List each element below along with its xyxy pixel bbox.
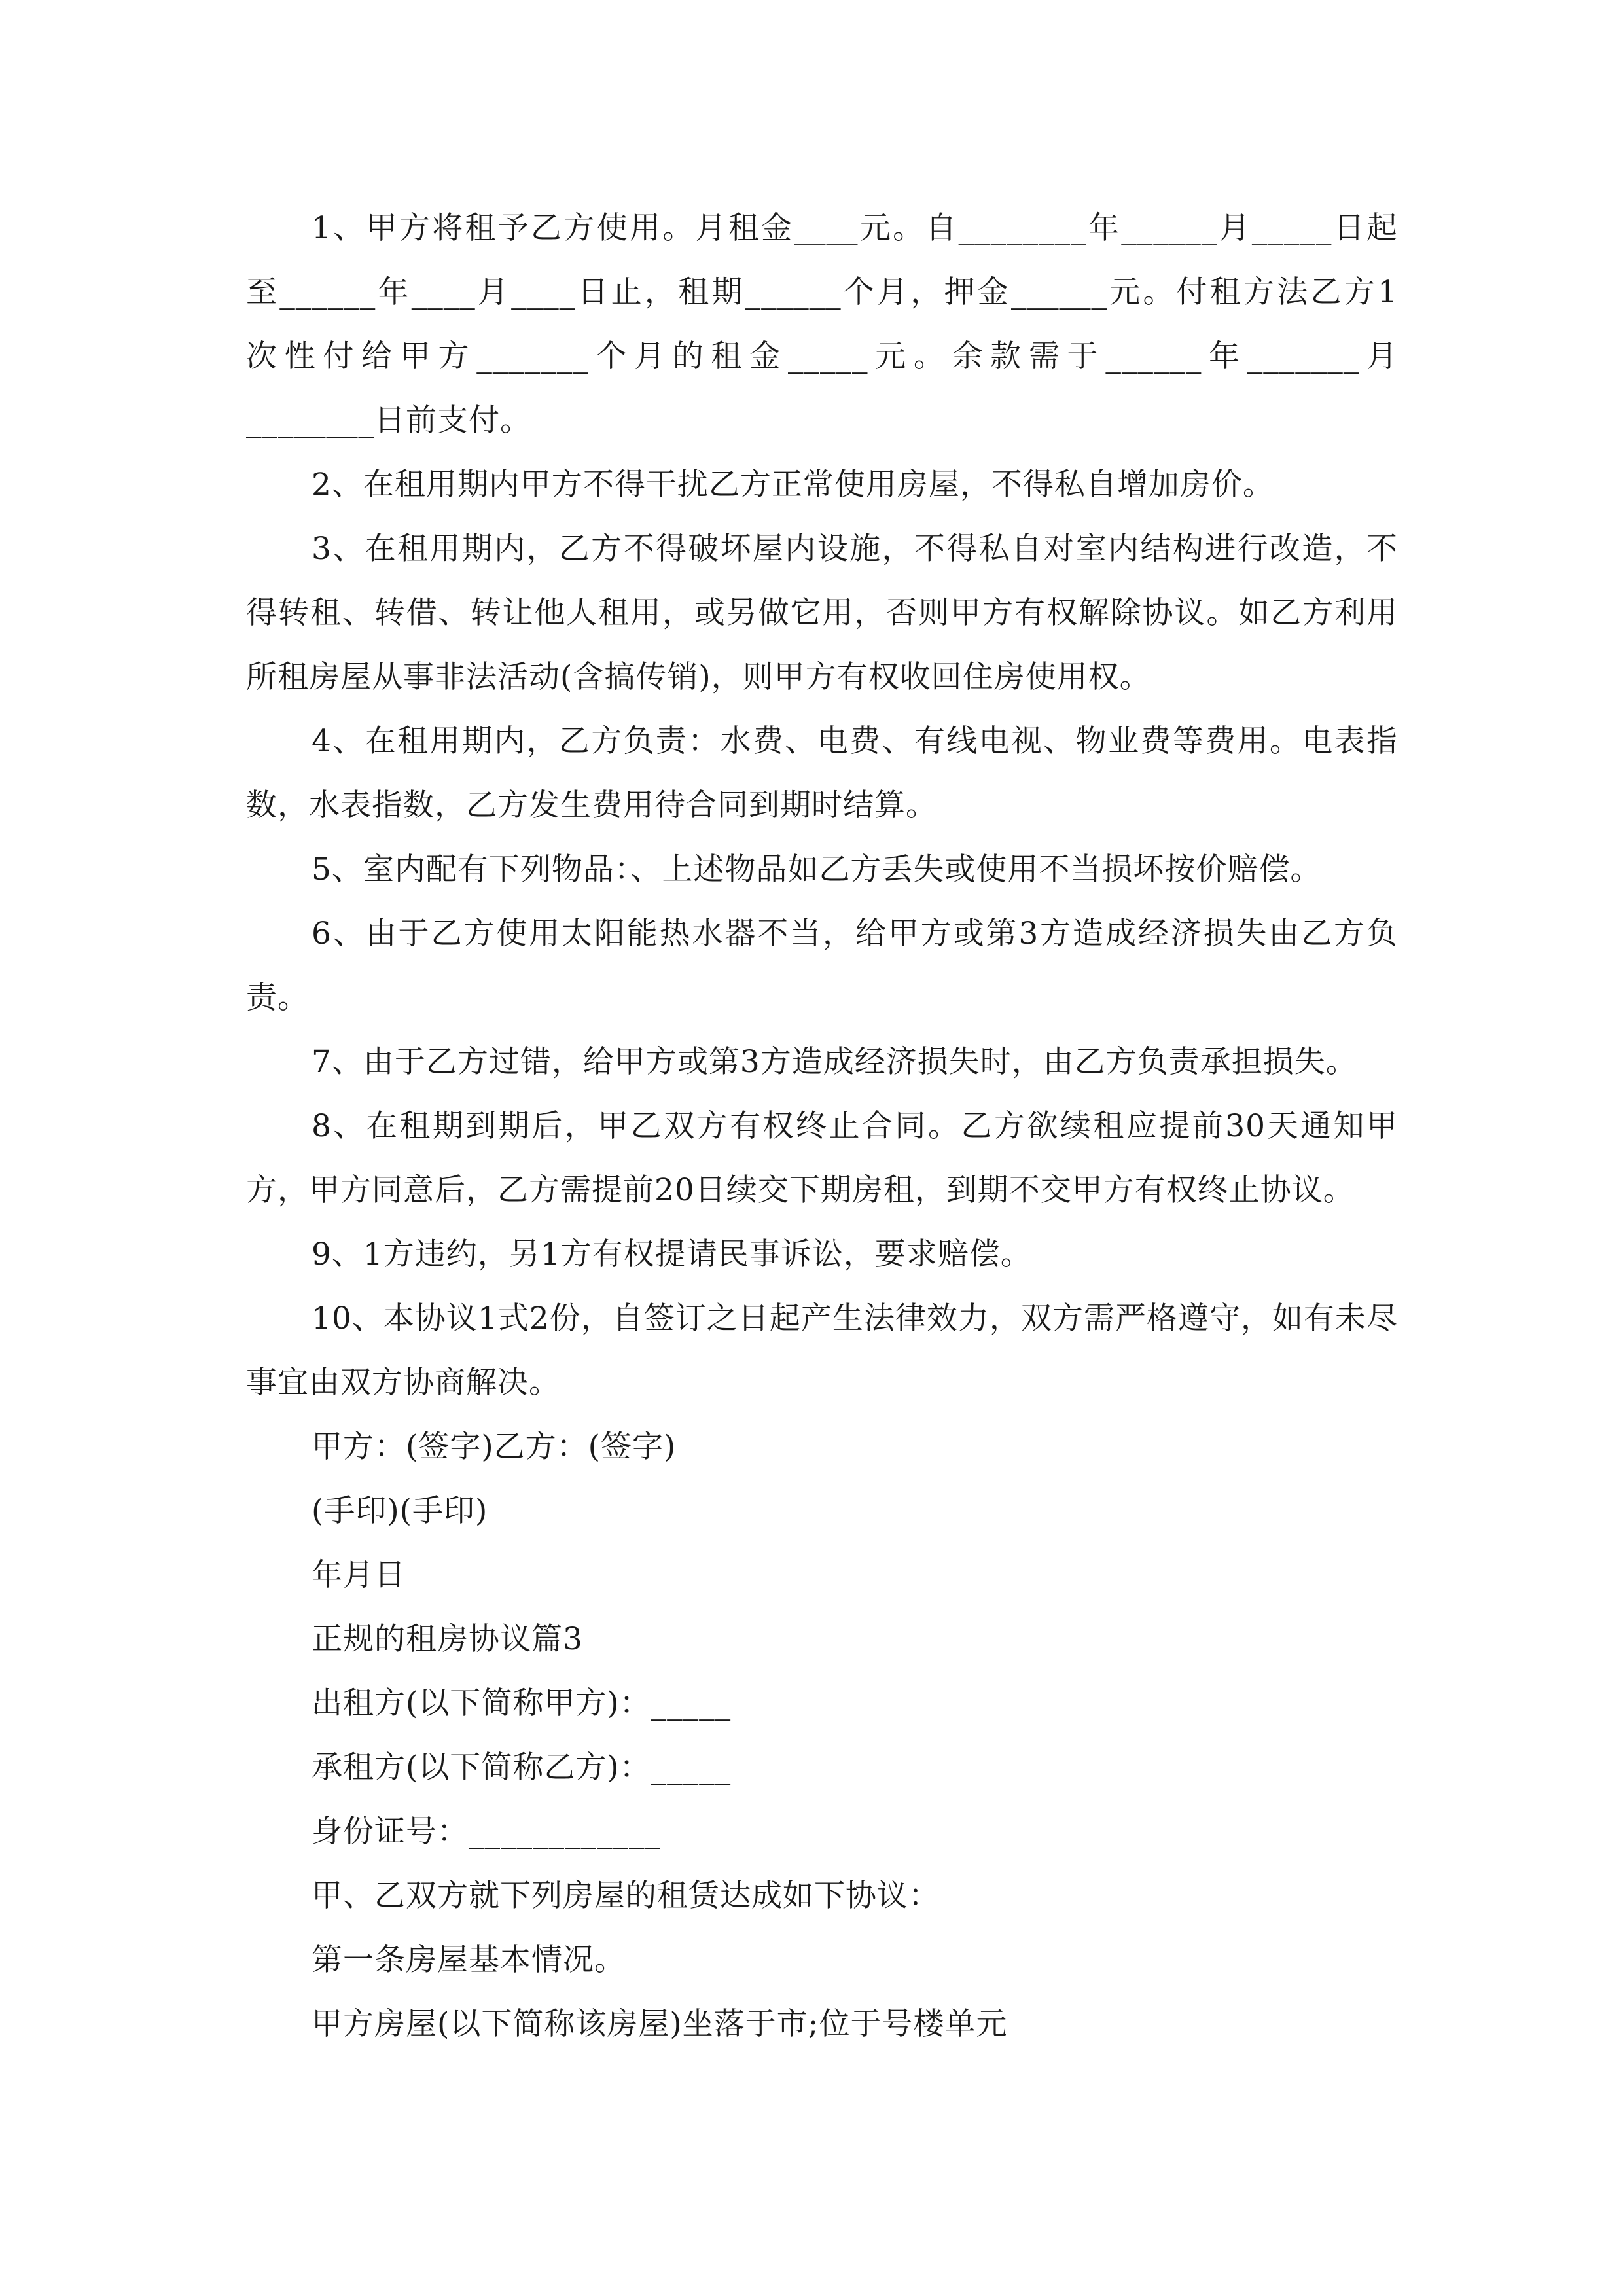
agreement-intro: 甲、乙双方就下列房屋的租赁达成如下协议： bbox=[312, 1878, 940, 1914]
signature-parties: 甲方：(签字)乙方：(签字) bbox=[312, 1429, 677, 1465]
signature-handprint: (手印)(手印) bbox=[312, 1493, 488, 1529]
document-body bbox=[246, 196, 1398, 2056]
clause-1 bbox=[246, 196, 1398, 453]
clause-8: 8、在租期到期后，甲乙双方有权终止合同。乙方欲续租应提前30天通知甲方，甲方同意后，乙方需提前20日续交下期房租，到期不交甲方有权终止协议。 bbox=[246, 1108, 1398, 1208]
clause-10: 10、本协议1式2份，自签订之日起产生法律效力，双方需严格遵守，如有未尽事宜由双方协商解决。 bbox=[246, 1300, 1398, 1401]
clause-4: 4、在租用期内，乙方负责：水费、电费、有线电视、物业费等费用。电表指数，水表指数，乙方发生费用待合同到期时结算。 bbox=[246, 723, 1398, 823]
signature-date: 年月日 bbox=[312, 1557, 406, 1593]
clause-2: 2、在租用期内甲方不得干扰乙方正常使用房屋，不得私自增加房价。 bbox=[312, 467, 1274, 503]
section-3-title: 正规的租房协议篇3 bbox=[312, 1621, 583, 1657]
clause-1-line-4: ________日前支付。 bbox=[246, 403, 531, 439]
lessor-line: 出租方(以下简称甲方)：_____ bbox=[312, 1685, 732, 1721]
clause-3: 3、在租用期内，乙方不得破坏屋内设施，不得私自对室内结构进行改造，不得转租、转借、转让他人租用，或另做它用，否则甲方有权解除协议。如乙方利用所租房屋从事非法活动(含搞传销)，则甲方有权收回住房使用权。 bbox=[246, 531, 1398, 695]
clause-1-line-2: 至______年____月____日止，租期______个月，押金______元。付租方法乙方1 bbox=[246, 274, 1398, 310]
lessee-line: 承租方(以下简称乙方)：_____ bbox=[312, 1749, 732, 1785]
clause-1-line-1: 1、甲方将租予乙方使用。月租金____元。自________年______月_____日起 bbox=[312, 210, 1398, 246]
clause-1-line-3: 次性付给甲方_______个月的租金_____元。余款需于______年_______月 bbox=[246, 338, 1398, 374]
id-number-line: 身份证号：____________ bbox=[312, 1814, 661, 1850]
article-1-title: 第一条房屋基本情况。 bbox=[312, 1942, 626, 1978]
article-1-text: 甲方房屋(以下简称该房屋)坐落于市;位于号楼单元 bbox=[312, 2006, 1008, 2042]
clause-5: 5、室内配有下列物品：、上述物品如乙方丢失或使用不当损坏按价赔偿。 bbox=[312, 852, 1322, 888]
clause-9: 9、1方违约，另1方有权提请民事诉讼，要求赔偿。 bbox=[312, 1236, 1032, 1272]
clause-7: 7、由于乙方过错，给甲方或第3方造成经济损失时，由乙方负责承担损失。 bbox=[312, 1044, 1357, 1080]
clause-6: 6、由于乙方使用太阳能热水器不当，给甲方或第3方造成经济损失由乙方负责。 bbox=[246, 916, 1398, 1016]
